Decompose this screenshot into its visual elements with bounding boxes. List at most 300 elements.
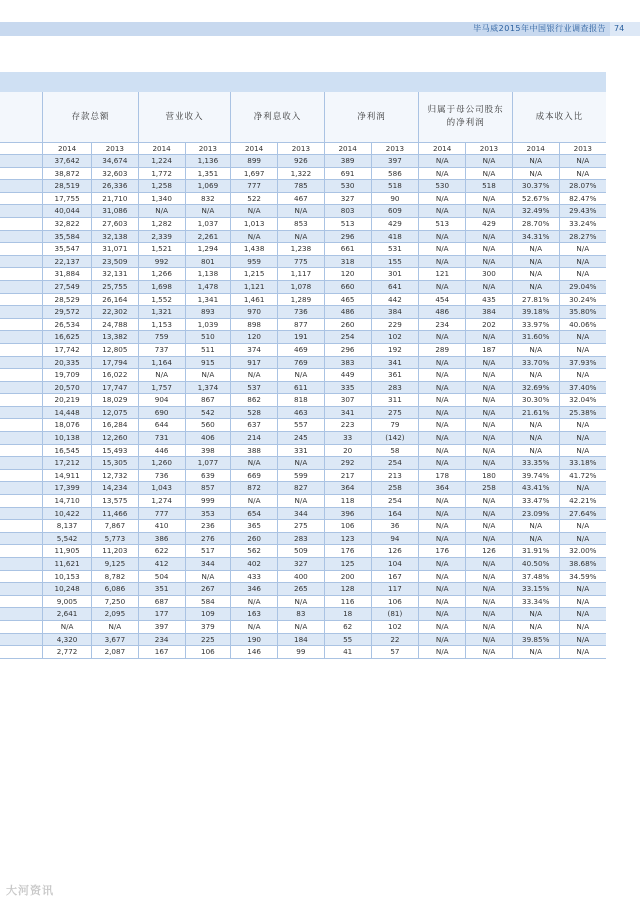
table-cell: 1,438 xyxy=(231,243,278,256)
table-row xyxy=(0,457,606,470)
table-row xyxy=(0,230,606,243)
table-cell: N/A xyxy=(419,381,466,394)
year-cell: 2013 xyxy=(278,143,325,155)
table-cell: 27,549 xyxy=(43,280,92,293)
table-cell: 384 xyxy=(371,306,419,319)
row-lead-cell xyxy=(0,406,43,419)
table-cell: 1,322 xyxy=(278,167,325,180)
group-header-net-interest-income: 净利息收入 xyxy=(231,92,325,143)
table-cell: N/A xyxy=(559,419,606,432)
table-cell: 267 xyxy=(185,583,231,596)
table-row xyxy=(0,394,606,407)
table-cell: 26,534 xyxy=(43,318,92,331)
table-cell: 14,234 xyxy=(91,482,138,495)
table-cell: 58 xyxy=(371,444,419,457)
row-lead-cell xyxy=(0,306,43,319)
table-cell: 777 xyxy=(231,180,278,193)
table-cell: N/A xyxy=(419,558,466,571)
table-row xyxy=(0,318,606,331)
table-cell: 41.72% xyxy=(559,469,606,482)
table-cell: 117 xyxy=(371,583,419,596)
table-cell: 34.59% xyxy=(559,570,606,583)
table-row xyxy=(0,482,606,495)
table-cell: 777 xyxy=(138,507,185,520)
table-cell: 1,121 xyxy=(231,280,278,293)
table-cell: N/A xyxy=(466,532,513,545)
table-cell: N/A xyxy=(466,646,513,659)
row-lead-cell xyxy=(0,268,43,281)
table-cell: 29.43% xyxy=(559,205,606,218)
table-cell: 736 xyxy=(278,306,325,319)
table-cell: 12,805 xyxy=(91,343,138,356)
table-cell: N/A xyxy=(466,570,513,583)
table-cell: 33.15% xyxy=(512,583,559,596)
table-cell: 893 xyxy=(185,306,231,319)
table-cell: 37.40% xyxy=(559,381,606,394)
row-lead-cell xyxy=(0,495,43,508)
table-cell: 510 xyxy=(185,331,231,344)
table-cell: N/A xyxy=(419,167,466,180)
row-lead-cell xyxy=(0,419,43,432)
row-lead-cell xyxy=(0,343,43,356)
table-cell: 225 xyxy=(185,633,231,646)
row-lead-cell xyxy=(0,482,43,495)
table-cell: 769 xyxy=(278,356,325,369)
table-cell: N/A xyxy=(419,570,466,583)
table-cell: 862 xyxy=(231,394,278,407)
group-header-row xyxy=(0,92,606,143)
table-cell: N/A xyxy=(185,205,231,218)
table-cell: 867 xyxy=(185,394,231,407)
table-cell: 27.64% xyxy=(559,507,606,520)
table-cell: 30.24% xyxy=(559,293,606,306)
table-row xyxy=(0,406,606,419)
table-cell: 1,552 xyxy=(138,293,185,306)
table-cell: 116 xyxy=(324,595,371,608)
table-cell: 383 xyxy=(324,356,371,369)
table-cell: 187 xyxy=(466,343,513,356)
table-cell: 30.37% xyxy=(512,180,559,193)
row-lead-cell xyxy=(0,167,43,180)
table-cell: 164 xyxy=(371,507,419,520)
table-cell: 644 xyxy=(138,419,185,432)
table-cell: 5,542 xyxy=(43,532,92,545)
table-cell: 29.04% xyxy=(559,280,606,293)
table-cell: 803 xyxy=(324,205,371,218)
table-cell: 346 xyxy=(231,583,278,596)
lead-column-header xyxy=(0,92,43,143)
table-cell: 999 xyxy=(185,495,231,508)
table-cell: 2,641 xyxy=(43,608,92,621)
table-cell: 27.81% xyxy=(512,293,559,306)
table-cell: N/A xyxy=(559,595,606,608)
year-cell: 2014 xyxy=(419,143,466,155)
table-cell: N/A xyxy=(419,192,466,205)
table-row xyxy=(0,520,606,533)
table-cell: N/A xyxy=(466,419,513,432)
table-cell: N/A xyxy=(278,620,325,633)
table-cell: N/A xyxy=(419,243,466,256)
table-row xyxy=(0,608,606,621)
table-cell: N/A xyxy=(466,369,513,382)
table-cell: N/A xyxy=(419,230,466,243)
table-cell: 125 xyxy=(324,558,371,571)
table-cell: 915 xyxy=(185,356,231,369)
table-cell: 15,305 xyxy=(91,457,138,470)
table-cell: 16,545 xyxy=(43,444,92,457)
table-cell: 1,294 xyxy=(185,243,231,256)
table-cell: 853 xyxy=(278,217,325,230)
table-cell: 361 xyxy=(371,369,419,382)
table-cell: 22,137 xyxy=(43,255,92,268)
group-header-operating-income: 营业收入 xyxy=(138,92,231,143)
table-cell: 311 xyxy=(371,394,419,407)
table-cell: 191 xyxy=(278,331,325,344)
table-cell: 1,289 xyxy=(278,293,325,306)
table-cell: 388 xyxy=(231,444,278,457)
table-cell: 20,570 xyxy=(43,381,92,394)
table-cell: 37,642 xyxy=(43,155,92,168)
table-cell: 402 xyxy=(231,558,278,571)
table-cell: 542 xyxy=(185,406,231,419)
table-cell: 38.68% xyxy=(559,558,606,571)
year-lead-cell xyxy=(0,143,43,155)
table-cell: 265 xyxy=(278,583,325,596)
table-cell: N/A xyxy=(278,457,325,470)
table-cell: 609 xyxy=(371,205,419,218)
table-cell: 9,005 xyxy=(43,595,92,608)
table-cell: N/A xyxy=(512,255,559,268)
table-cell: 296 xyxy=(324,343,371,356)
row-lead-cell xyxy=(0,155,43,168)
table-cell: 254 xyxy=(371,495,419,508)
table-cell: 275 xyxy=(278,520,325,533)
table-cell: 20,335 xyxy=(43,356,92,369)
table-cell: N/A xyxy=(231,495,278,508)
table-cell: 639 xyxy=(185,469,231,482)
table-row xyxy=(0,444,606,457)
table-cell: 202 xyxy=(466,318,513,331)
table-cell: 435 xyxy=(466,293,513,306)
table-cell: N/A xyxy=(466,495,513,508)
table-cell: N/A xyxy=(512,369,559,382)
table-row xyxy=(0,432,606,445)
table-cell: 410 xyxy=(138,520,185,533)
table-cell: 446 xyxy=(138,444,185,457)
table-cell: 234 xyxy=(138,633,185,646)
table-row xyxy=(0,243,606,256)
table-cell: 121 xyxy=(419,268,466,281)
table-cell: 11,466 xyxy=(91,507,138,520)
table-row xyxy=(0,356,606,369)
table-cell: N/A xyxy=(559,369,606,382)
table-cell: N/A xyxy=(559,167,606,180)
table-cell: N/A xyxy=(138,205,185,218)
table-cell: 90 xyxy=(371,192,419,205)
table-cell: 24,788 xyxy=(91,318,138,331)
table-cell: N/A xyxy=(419,419,466,432)
table-cell: N/A xyxy=(419,255,466,268)
row-lead-cell xyxy=(0,646,43,659)
year-cell: 2013 xyxy=(466,143,513,155)
table-cell: N/A xyxy=(419,205,466,218)
table-cell: 296 xyxy=(324,230,371,243)
table-cell: 128 xyxy=(324,583,371,596)
table-cell: N/A xyxy=(466,558,513,571)
table-cell: N/A xyxy=(466,255,513,268)
row-lead-cell xyxy=(0,570,43,583)
table-cell: 40,044 xyxy=(43,205,92,218)
table-cell: N/A xyxy=(419,495,466,508)
table-cell: 109 xyxy=(185,608,231,621)
table-cell: 517 xyxy=(185,545,231,558)
group-header-parent-net-profit: 归属于母公司股东的净利润 xyxy=(419,92,513,143)
table-cell: 660 xyxy=(324,280,371,293)
table-cell: 21.61% xyxy=(512,406,559,419)
table-cell: N/A xyxy=(512,167,559,180)
table-cell: 418 xyxy=(371,230,419,243)
table-cell: 389 xyxy=(324,155,371,168)
table-cell: 374 xyxy=(231,343,278,356)
table-cell: 94 xyxy=(371,532,419,545)
table-cell: 55 xyxy=(324,633,371,646)
table-cell: 379 xyxy=(185,620,231,633)
table-cell: 34.31% xyxy=(512,230,559,243)
row-lead-cell xyxy=(0,507,43,520)
table-cell: 11,203 xyxy=(91,545,138,558)
table-cell: 327 xyxy=(324,192,371,205)
table-cell: 599 xyxy=(278,469,325,482)
table-cell: 120 xyxy=(324,268,371,281)
table-cell: 898 xyxy=(231,318,278,331)
table-cell: 258 xyxy=(466,482,513,495)
table-cell: 522 xyxy=(231,192,278,205)
year-cell: 2013 xyxy=(559,143,606,155)
year-cell: 2014 xyxy=(324,143,371,155)
table-cell: N/A xyxy=(512,268,559,281)
table-cell: 17,212 xyxy=(43,457,92,470)
table-cell: 17,747 xyxy=(91,381,138,394)
table-cell: 25.38% xyxy=(559,406,606,419)
table-cell: 7,250 xyxy=(91,595,138,608)
table-cell: 364 xyxy=(419,482,466,495)
table-cell: N/A xyxy=(419,520,466,533)
table-row xyxy=(0,595,606,608)
table-cell: 31,071 xyxy=(91,243,138,256)
table-cell: N/A xyxy=(466,633,513,646)
table-cell: N/A xyxy=(419,620,466,633)
table-cell: 43.41% xyxy=(512,482,559,495)
table-cell: N/A xyxy=(419,507,466,520)
table-cell: 260 xyxy=(324,318,371,331)
table-cell: 254 xyxy=(324,331,371,344)
table-cell: N/A xyxy=(466,167,513,180)
table-cell: 827 xyxy=(278,482,325,495)
table-cell: 254 xyxy=(371,457,419,470)
table-cell: N/A xyxy=(466,520,513,533)
table-cell: 21,710 xyxy=(91,192,138,205)
table-cell: 22,302 xyxy=(91,306,138,319)
table-cell: 37.93% xyxy=(559,356,606,369)
table-cell: 307 xyxy=(324,394,371,407)
table-cell: 25,755 xyxy=(91,280,138,293)
table-cell: 509 xyxy=(278,545,325,558)
table-cell: 163 xyxy=(231,608,278,621)
row-lead-cell xyxy=(0,217,43,230)
table-cell: N/A xyxy=(466,620,513,633)
table-cell: 429 xyxy=(371,217,419,230)
table-cell: 513 xyxy=(419,217,466,230)
table-cell: N/A xyxy=(559,608,606,621)
row-lead-cell xyxy=(0,293,43,306)
table-cell: N/A xyxy=(419,532,466,545)
page-number: 74 xyxy=(610,22,640,36)
table-cell: 641 xyxy=(371,280,419,293)
table-cell: 530 xyxy=(419,180,466,193)
year-cell: 2013 xyxy=(185,143,231,155)
table-cell: N/A xyxy=(466,583,513,596)
table-cell: 28,519 xyxy=(43,180,92,193)
table-row xyxy=(0,558,606,571)
table-cell: N/A xyxy=(43,620,92,633)
table-cell: 669 xyxy=(231,469,278,482)
table-cell: N/A xyxy=(419,646,466,659)
table-cell: 52.67% xyxy=(512,192,559,205)
table-cell: 99 xyxy=(278,646,325,659)
table-cell: 513 xyxy=(324,217,371,230)
table-cell: N/A xyxy=(231,369,278,382)
table-cell: 17,399 xyxy=(43,482,92,495)
year-cell: 2013 xyxy=(371,143,419,155)
table-cell: 217 xyxy=(324,469,371,482)
table-cell: 737 xyxy=(138,343,185,356)
table-cell: N/A xyxy=(466,608,513,621)
table-row xyxy=(0,646,606,659)
table-cell: 1,013 xyxy=(231,217,278,230)
table-cell: 39.85% xyxy=(512,633,559,646)
table-cell: 486 xyxy=(419,306,466,319)
year-cell: 2014 xyxy=(512,143,559,155)
row-lead-cell xyxy=(0,243,43,256)
table-cell: 167 xyxy=(138,646,185,659)
table-cell: N/A xyxy=(466,444,513,457)
table-cell: 904 xyxy=(138,394,185,407)
table-cell: 11,621 xyxy=(43,558,92,571)
table-cell: 465 xyxy=(324,293,371,306)
table-cell: 926 xyxy=(278,155,325,168)
year-cell: 2014 xyxy=(231,143,278,155)
table-cell: 26,336 xyxy=(91,180,138,193)
table-cell: N/A xyxy=(512,532,559,545)
table-cell: 178 xyxy=(419,469,466,482)
table-cell: N/A xyxy=(185,570,231,583)
table-cell: N/A xyxy=(231,595,278,608)
watermark-logo: 大河资讯 xyxy=(6,884,54,897)
table-cell: 28.07% xyxy=(559,180,606,193)
table-cell: 106 xyxy=(371,595,419,608)
row-lead-cell xyxy=(0,280,43,293)
table-cell: 396 xyxy=(324,507,371,520)
table-cell: N/A xyxy=(512,444,559,457)
table-cell: 79 xyxy=(371,419,419,432)
row-lead-cell xyxy=(0,545,43,558)
table-cell: 33.97% xyxy=(512,318,559,331)
row-lead-cell xyxy=(0,583,43,596)
table-cell: 463 xyxy=(278,406,325,419)
table-cell: 42.21% xyxy=(559,495,606,508)
table-cell: 1,478 xyxy=(185,280,231,293)
table-cell: (81) xyxy=(371,608,419,621)
table-cell: N/A xyxy=(466,356,513,369)
table-cell: 687 xyxy=(138,595,185,608)
row-lead-cell xyxy=(0,381,43,394)
table-cell: 146 xyxy=(231,646,278,659)
row-lead-cell xyxy=(0,331,43,344)
table-cell: 364 xyxy=(324,482,371,495)
table-cell: 1,238 xyxy=(278,243,325,256)
table-cell: N/A xyxy=(466,192,513,205)
table-cell: 1,039 xyxy=(185,318,231,331)
table-cell: N/A xyxy=(278,495,325,508)
table-cell: 433 xyxy=(231,570,278,583)
group-header-deposits: 存款总额 xyxy=(43,92,139,143)
table-cell: 661 xyxy=(324,243,371,256)
row-lead-cell xyxy=(0,432,43,445)
table-cell: 18 xyxy=(324,608,371,621)
table-cell: 120 xyxy=(231,331,278,344)
table-cell: 531 xyxy=(371,243,419,256)
table-cell: 28,529 xyxy=(43,293,92,306)
table-row xyxy=(0,331,606,344)
table-cell: 341 xyxy=(371,356,419,369)
table-cell: 18,076 xyxy=(43,419,92,432)
table-cell: 126 xyxy=(371,545,419,558)
table-cell: 229 xyxy=(371,318,419,331)
table-cell: N/A xyxy=(466,381,513,394)
table-cell: 731 xyxy=(138,432,185,445)
table-row xyxy=(0,633,606,646)
table-cell: N/A xyxy=(419,583,466,596)
row-lead-cell xyxy=(0,369,43,382)
table-cell: 1,757 xyxy=(138,381,185,394)
table-cell: 759 xyxy=(138,331,185,344)
table-cell: N/A xyxy=(231,457,278,470)
table-cell: 29,572 xyxy=(43,306,92,319)
table-cell: N/A xyxy=(466,595,513,608)
table-cell: 562 xyxy=(231,545,278,558)
table-cell: 318 xyxy=(324,255,371,268)
table-cell: 690 xyxy=(138,406,185,419)
table-cell: 341 xyxy=(324,406,371,419)
table-cell: 23,509 xyxy=(91,255,138,268)
table-cell: 872 xyxy=(231,482,278,495)
table-cell: N/A xyxy=(419,457,466,470)
table-cell: 1,521 xyxy=(138,243,185,256)
table-cell: 123 xyxy=(324,532,371,545)
table-cell: N/A xyxy=(559,255,606,268)
table-cell: N/A xyxy=(466,432,513,445)
table-cell: 637 xyxy=(231,419,278,432)
table-cell: 397 xyxy=(138,620,185,633)
table-cell: 28.70% xyxy=(512,217,559,230)
table-cell: 118 xyxy=(324,495,371,508)
table-row xyxy=(0,369,606,382)
table-cell: 35,584 xyxy=(43,230,92,243)
table-cell: 180 xyxy=(466,469,513,482)
table-cell: N/A xyxy=(419,369,466,382)
table-cell: 518 xyxy=(371,180,419,193)
table-cell: 384 xyxy=(466,306,513,319)
